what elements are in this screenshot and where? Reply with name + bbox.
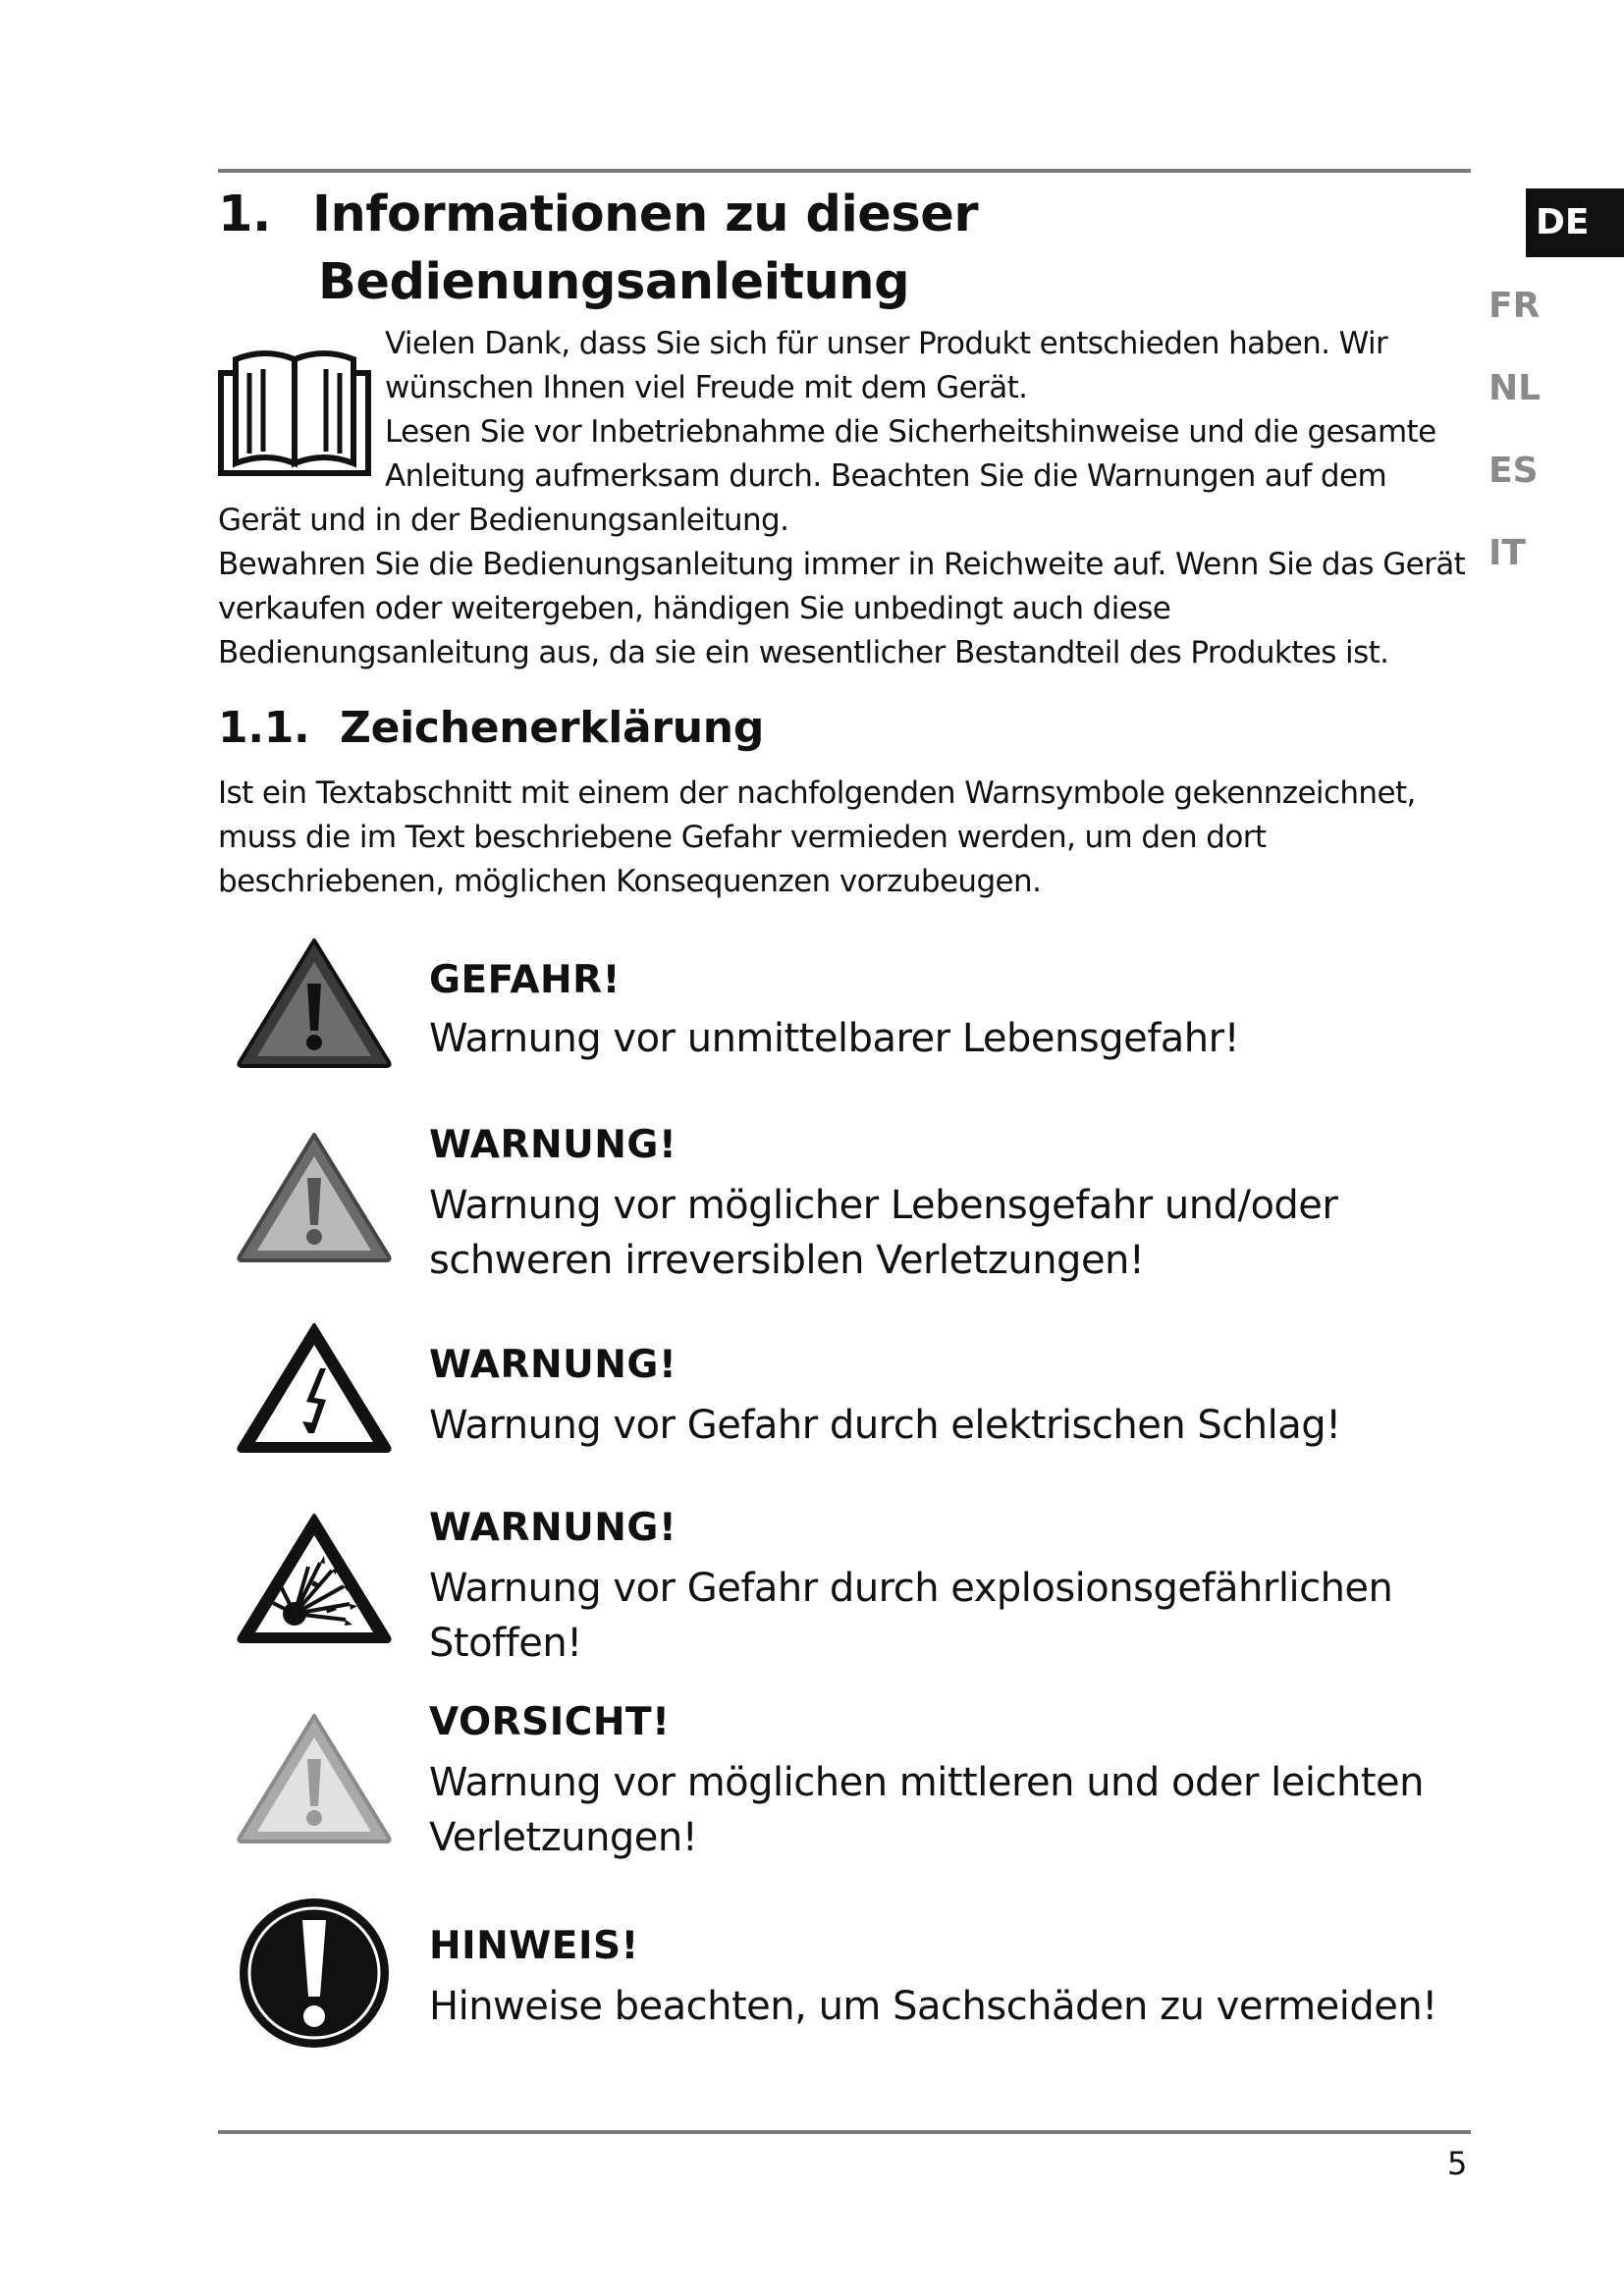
warning-text-2: Warnung vor möglicher Lebensgefahr und/oder schweren irreversiblen Verletzungen!	[429, 1183, 1338, 1283]
warning-title-2: WARNUNG!	[429, 1123, 677, 1167]
language-tab-nl[interactable]: NL	[1489, 368, 1542, 408]
electric-shock-icon	[236, 1317, 393, 1474]
warning-title-4: WARNUNG!	[429, 1506, 677, 1550]
intro-text	[218, 322, 1471, 675]
section-title: Zeichenerklärung	[340, 703, 765, 753]
warning-triangle-icon	[236, 1127, 393, 1284]
section-heading	[218, 699, 764, 758]
warning-text-3: Warnung vor Gefahr durch elektrischen Schlag!	[429, 1403, 1341, 1448]
page-number: 5	[1447, 2145, 1468, 2182]
chapter-heading	[218, 181, 978, 316]
warning-title-6: HINWEIS!	[429, 1924, 639, 1968]
caution-triangle-icon	[236, 1708, 393, 1865]
danger-triangle-icon	[236, 933, 393, 1090]
language-tab-active[interactable]: DE	[1526, 188, 1624, 257]
chapter-number: 1.	[218, 186, 271, 243]
intro-paragraph-3: Bewahren Sie die Bedienungsanleitung immer in Reichweite auf. Wenn Sie das Gerät verkaufen oder weitergeben, händigen Sie unbedingt auch diese Bedienungsanleitung aus, da sie ein wesentlicher Bestandteil des Produktes ist.	[218, 547, 1466, 670]
warning-text-1: Warnung vor unmittelbarer Lebensgefahr!	[429, 1016, 1240, 1061]
warning-text-6: Hinweise beachten, um Sachschäden zu vermeiden!	[429, 1984, 1437, 2029]
top-rule	[218, 169, 1471, 173]
chapter-title-line2: Bedienungsanleitung	[318, 253, 910, 311]
intro-paragraph-2: Lesen Sie vor Inbetriebnahme die Sicherheitshinweise und die gesamte Anleitung aufmerksam durch. Beachten Sie die Warnungen auf dem Gerät und in der Bedienungsanleitung.	[218, 414, 1436, 538]
bottom-rule	[218, 2130, 1471, 2134]
notice-circle-icon	[236, 1895, 393, 2052]
language-tab-fr[interactable]: FR	[1489, 286, 1541, 326]
warning-title-5: VORSICHT!	[429, 1700, 671, 1744]
explosion-icon	[236, 1508, 393, 1665]
warning-text-5: Warnung vor möglichen mittleren und oder leichten Verletzungen!	[429, 1760, 1424, 1860]
warning-text-4: Warnung vor Gefahr durch explosionsgefährlichen Stoffen!	[429, 1566, 1393, 1666]
section-number: 1.1.	[218, 703, 310, 753]
language-tab-it[interactable]: IT	[1489, 533, 1526, 573]
intro-paragraph-1: Vielen Dank, dass Sie sich für unser Produkt entschieden haben. Wir wünschen Ihnen viel Freude mit dem Gerät.	[385, 326, 1388, 405]
chapter-title-line1: Informationen zu dieser	[312, 186, 978, 243]
section-lead-text: Ist ein Textabschnitt mit einem der nachfolgenden Warnsymbole gekennzeichnet, muss die im Text beschriebene Gefahr vermieden werden, um den dort beschriebenen, möglichen Konsequenzen vorzubeugen.	[218, 775, 1416, 899]
language-tab-es[interactable]: ES	[1489, 451, 1539, 491]
section-lead	[218, 772, 1471, 904]
warning-title-3: WARNUNG!	[429, 1343, 677, 1387]
warning-title-1: GEFAHR!	[429, 958, 621, 1002]
